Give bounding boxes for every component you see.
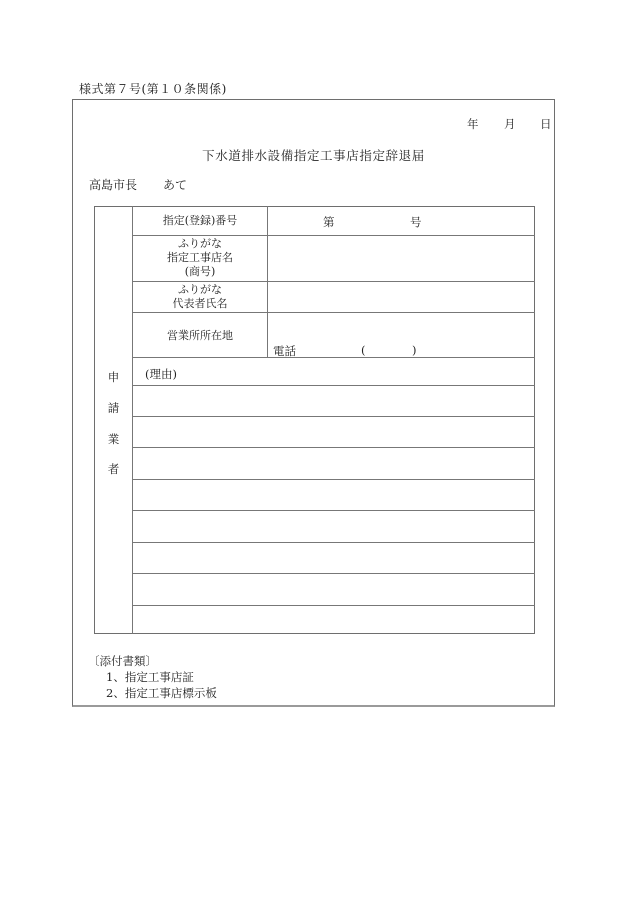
date-day-label: 日 [540,117,552,131]
form-number-label: 様式第７号(第１０条関係) [79,82,227,96]
company-name-text: 指定工事店名 [167,251,233,264]
registration-number-prefix: 第 [323,215,335,229]
phone-close-paren: ) [412,343,417,357]
phone-label: 電話 [273,344,296,358]
attachments-heading: 〔添付書類〕 [88,654,157,668]
reason-label: (理由) [145,367,177,381]
reason-field[interactable] [134,358,535,634]
company-name-field[interactable] [268,236,535,281]
attachment-item: 1、指定工事店証 [106,670,194,684]
side-label-char: 請 [107,401,120,415]
addressee [89,176,187,193]
furigana-label: ふりがな [178,283,222,296]
addressee-suffix: あて [163,178,188,192]
attachment-item: 2、指定工事店標示板 [106,686,217,700]
side-label-char: 者 [107,462,120,476]
side-label-char: 業 [107,432,120,446]
company-name-label [133,237,267,279]
furigana-label: ふりがな [178,237,222,250]
document-title: 下水道排水設備指定工事店指定辞退届 [202,148,425,163]
side-label-char: 申 [107,370,120,384]
date-month-label: 月 [504,117,516,131]
date-year-label: 年 [467,117,479,131]
registration-number-label: 指定(登録)番号 [162,214,238,227]
representative-name-field[interactable] [268,282,535,312]
addressee-name: 高島市長 [89,178,138,192]
representative-name-text: 代表者氏名 [172,297,228,310]
phone-open-paren: ( [361,343,366,357]
office-address-label: 営業所所在地 [167,329,233,342]
applicant-side-column [94,206,133,634]
office-address-field[interactable] [268,313,535,357]
representative-name-label [133,283,267,311]
trade-name-text: (商号) [184,265,216,278]
registration-number-suffix: 号 [410,215,422,229]
